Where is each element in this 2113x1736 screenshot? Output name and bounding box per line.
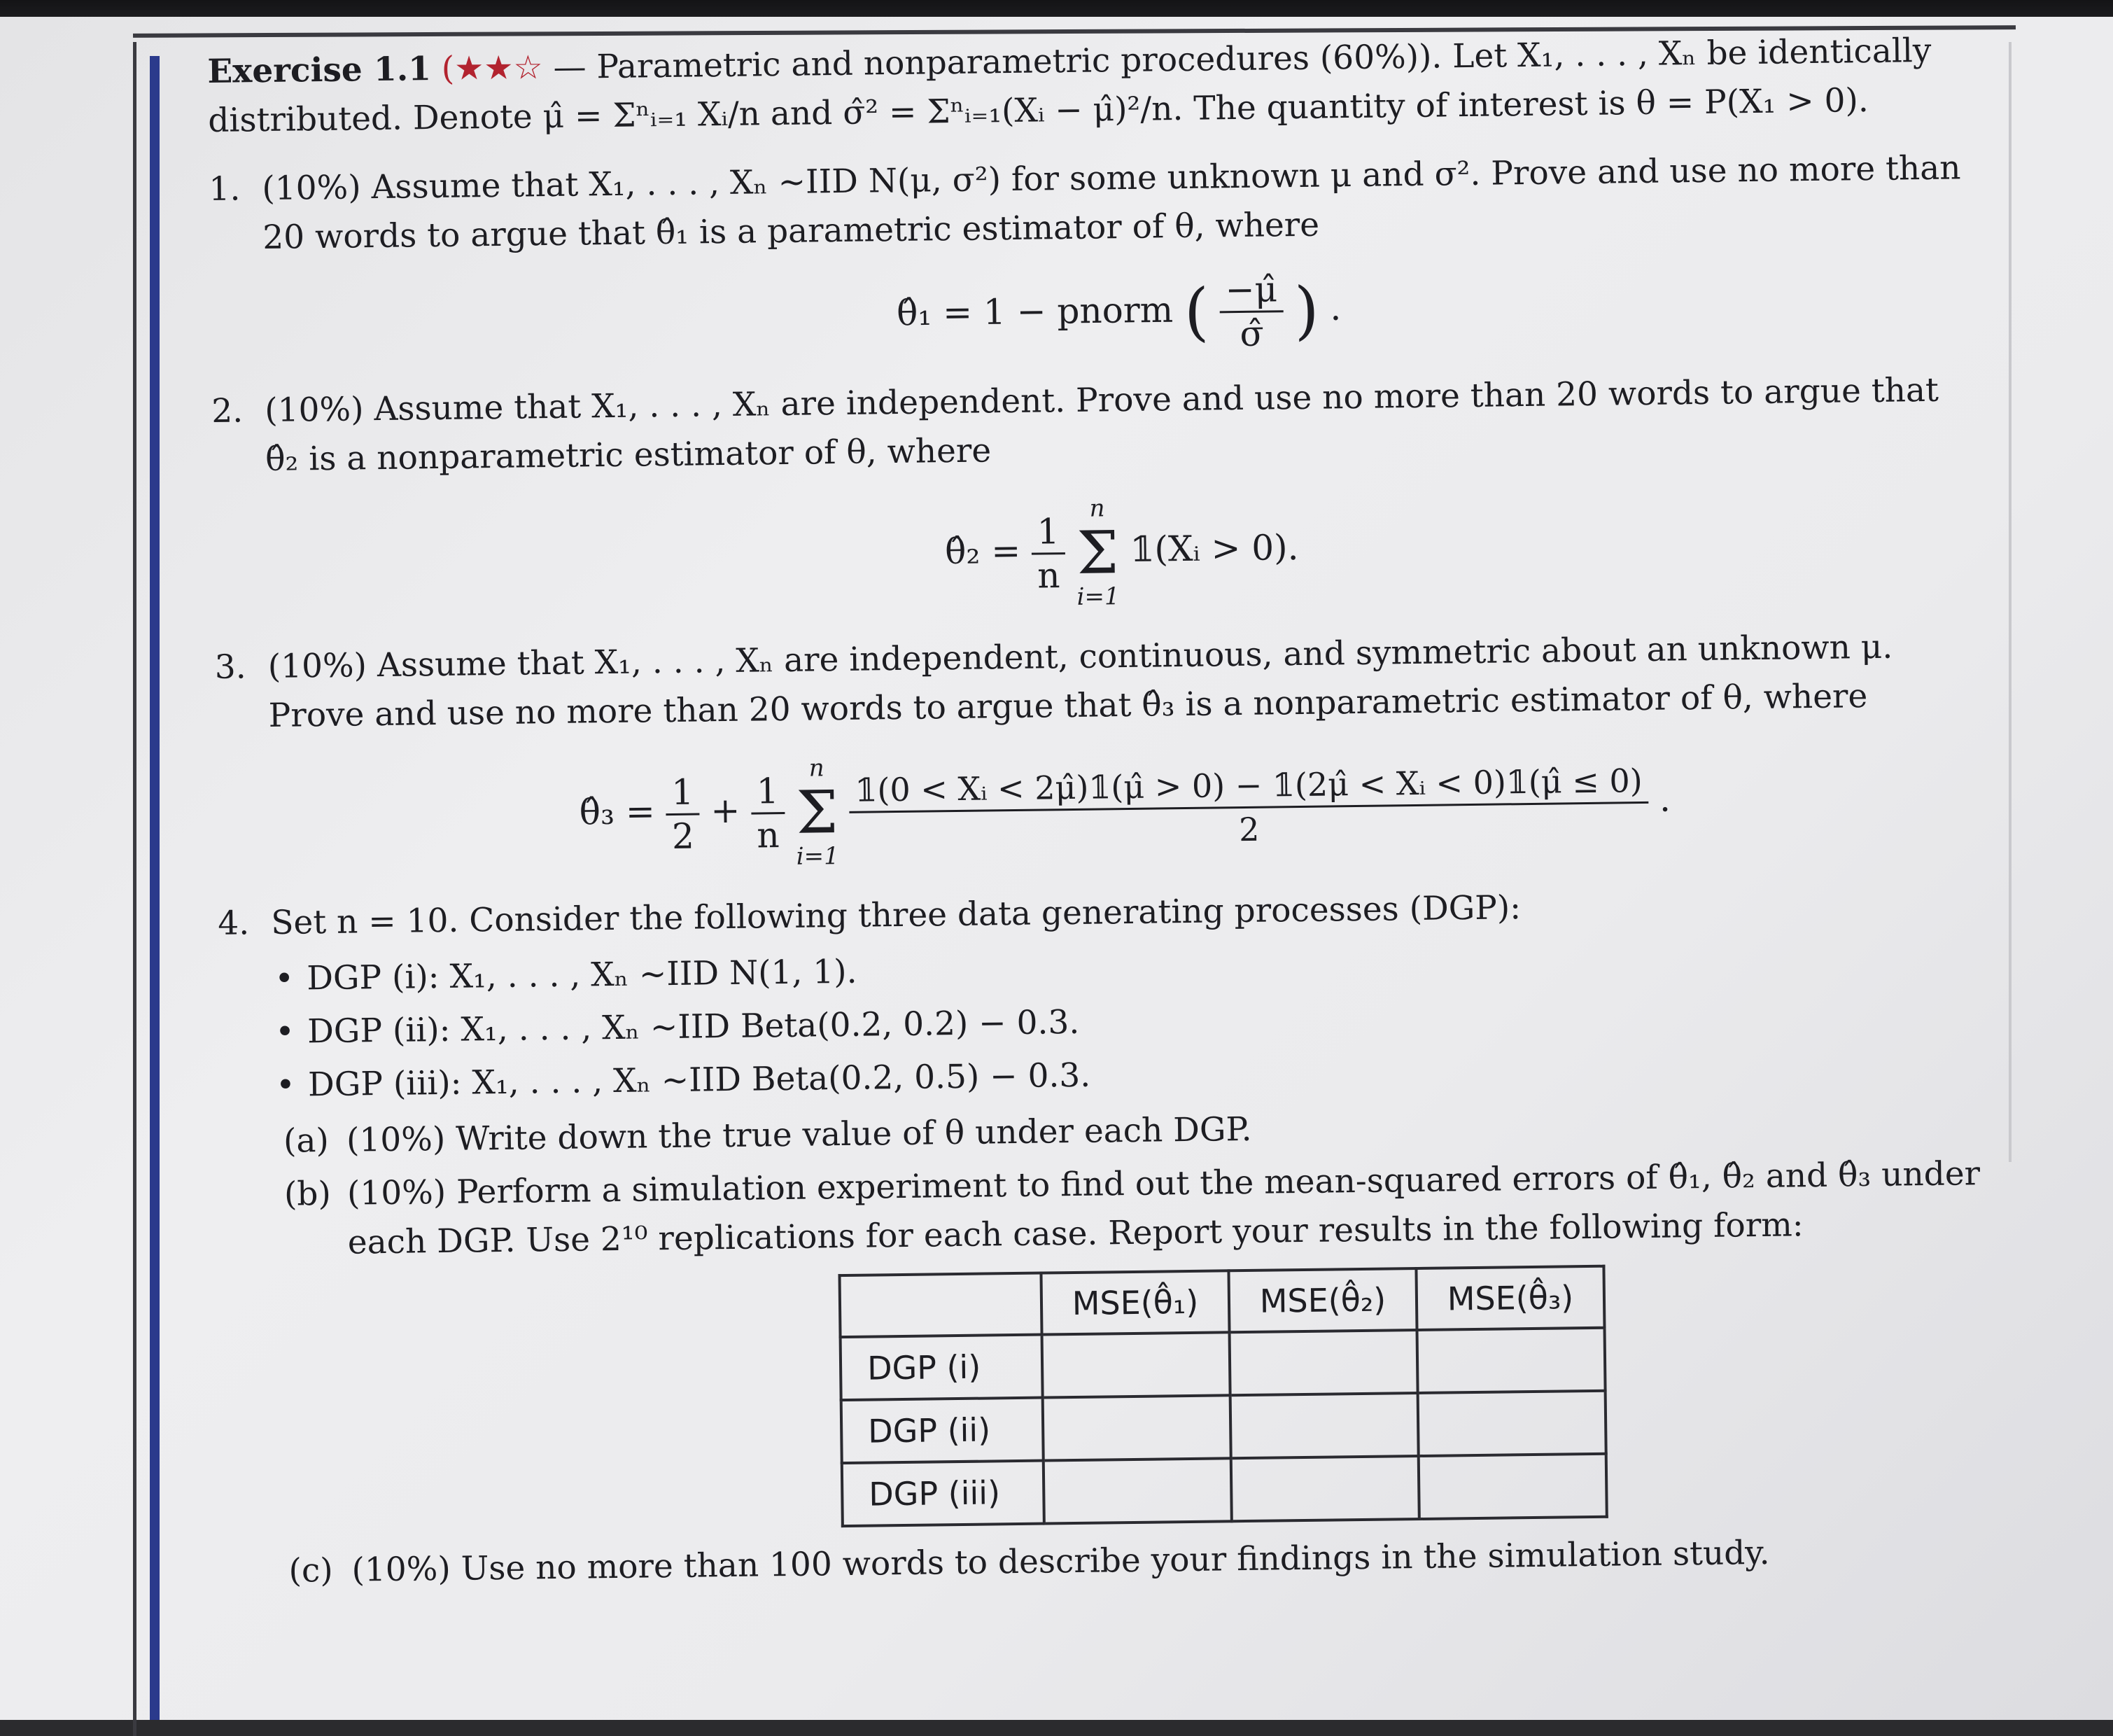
dgp-item: • DGP (ii): X₁, . . . , Xₙ ~IID Beta(0.2, 0.2) − 0.3. bbox=[275, 987, 1984, 1057]
formula-end: 𝟙(Xᵢ > 0). bbox=[1130, 527, 1299, 570]
table-header-row bbox=[839, 1266, 1604, 1337]
table-header: MSE(θ̂₁) bbox=[1041, 1270, 1229, 1334]
summation bbox=[795, 752, 839, 873]
question-2 bbox=[211, 365, 1978, 624]
sum-lower: i=1 bbox=[796, 842, 839, 871]
exercise-title: Exercise 1.1 bbox=[207, 50, 432, 91]
formula-lhs: θ̂₃ = bbox=[579, 791, 656, 833]
denominator: σ̂ bbox=[1240, 313, 1265, 355]
exercise-accent-bar bbox=[150, 56, 160, 1720]
table-row bbox=[841, 1328, 1606, 1400]
question-text: θ̂₂ is a nonparametric estimator of θ, where bbox=[265, 431, 992, 479]
question-number: 3. bbox=[214, 648, 246, 687]
question-text: (10%) Assume that X₁, . . . , Xₙ ~IID N(μ, σ²) for some unknown μ and σ². Prove and use no more than bbox=[262, 148, 1961, 209]
subquestion-b bbox=[284, 1149, 1986, 1268]
sum-lower: i=1 bbox=[1076, 582, 1120, 611]
question-1 bbox=[209, 144, 1974, 368]
table-row bbox=[841, 1391, 1606, 1463]
fraction-indicator bbox=[849, 759, 1649, 855]
plus-sign: + bbox=[710, 790, 740, 832]
dgp-item: • DGP (i): X₁, . . . , Xₙ ~IID N(1, 1). bbox=[274, 934, 1983, 1004]
row-label: DGP (i) bbox=[841, 1335, 1043, 1401]
formula-theta1: θ̂₁ = 1 − pnorm ( $\frac{-\mû}{\sigmâ}$ ) . bbox=[896, 269, 1342, 355]
table-header: MSE(θ̂₂) bbox=[1228, 1268, 1417, 1332]
denominator: 2 bbox=[1238, 810, 1260, 848]
sigma-symbol: Σ bbox=[1076, 518, 1119, 587]
denominator: n bbox=[757, 814, 780, 855]
formula-end: . bbox=[1659, 778, 1671, 820]
sub-label: (a) bbox=[283, 1121, 330, 1161]
row-label: DGP (ii) bbox=[841, 1398, 1044, 1464]
table-header: MSE(θ̂₃) bbox=[1416, 1266, 1604, 1330]
sub-text: (10%) Use no more than 100 words to describe your findings in the simulation study. bbox=[351, 1533, 1770, 1590]
sum-upper: n bbox=[808, 754, 824, 783]
question-text: Set n = 10. Consider the following three data generating processes (DGP): bbox=[270, 888, 1522, 942]
table-row bbox=[842, 1454, 1607, 1526]
formula-theta3 bbox=[269, 738, 1981, 879]
formula-end: . bbox=[1329, 287, 1342, 328]
question-text: 20 words to argue that θ̂₁ is a parametric estimator of θ, where bbox=[262, 205, 1320, 258]
fraction bbox=[1219, 268, 1284, 355]
question-number: 4. bbox=[217, 904, 250, 943]
frame-right-edge bbox=[2009, 42, 2012, 1162]
question-text: (10%) Assume that X₁, . . . , Xₙ are independent, continuous, and symmetric about an unknown μ. bbox=[267, 627, 1893, 687]
sub-text: each DGP. Use 2¹⁰ replications for each case. Report your results in the following form: bbox=[347, 1205, 1804, 1262]
numerator: 1 bbox=[666, 771, 700, 816]
formula-lhs: θ̂₂ = bbox=[944, 530, 1021, 573]
table-cell bbox=[1417, 1328, 1606, 1393]
denominator: 2 bbox=[671, 816, 695, 857]
summation bbox=[1076, 492, 1120, 613]
table-cell bbox=[1042, 1332, 1230, 1397]
numerator: −μ̂ bbox=[1219, 268, 1283, 313]
sub-label: (c) bbox=[288, 1550, 333, 1590]
difficulty-stars: (★★☆ bbox=[441, 48, 543, 88]
mse-table bbox=[838, 1265, 1608, 1527]
numerator: 1 bbox=[750, 770, 785, 815]
dgp-list bbox=[274, 934, 1984, 1110]
fraction bbox=[1031, 510, 1065, 597]
table-cell bbox=[1230, 1393, 1419, 1458]
formula-lhs: θ̂₁ = 1 − pnorm bbox=[896, 289, 1174, 334]
table-cell bbox=[1044, 1458, 1232, 1523]
numerator: 𝟙(0 < Xᵢ < 2μ̂)𝟙(μ̂ > 0) − 𝟙(2μ̂ < Xᵢ < 0)𝟙(μ̂ ≤ 0) bbox=[849, 759, 1648, 813]
denominator: n bbox=[1037, 554, 1060, 596]
question-number: 1. bbox=[209, 169, 241, 209]
fraction-half bbox=[666, 771, 700, 858]
dgp-item: • DGP (iii): X₁, . . . , Xₙ ~IID Beta(0.2, 0.5) − 0.3. bbox=[276, 1040, 1984, 1110]
sum-upper: n bbox=[1089, 494, 1105, 523]
table-cell bbox=[1043, 1395, 1231, 1460]
formula-theta2 bbox=[266, 482, 1978, 623]
header-line-2: distributed. Denote μ̂ = Σⁿᵢ₌₁ Xᵢ/n and σ̂² = Σⁿᵢ₌₁(Xᵢ − μ̂)²/n. The quantity of interest is θ = P(X₁ > 0). bbox=[207, 81, 1869, 140]
question-text: Prove and use no more than 20 words to argue that θ̂₃ is a nonparametric estimator of θ, where bbox=[268, 677, 1868, 735]
header-line-1: — Parametric and nonparametric procedures (60%)). Let X₁, . . . , Xₙ be identically bbox=[553, 31, 1932, 87]
table-cell bbox=[1230, 1330, 1418, 1395]
row-label: DGP (iii) bbox=[842, 1461, 1044, 1527]
question-3 bbox=[214, 622, 1981, 880]
table-cell bbox=[1418, 1391, 1606, 1456]
question-number: 2. bbox=[211, 391, 244, 430]
sub-label: (b) bbox=[283, 1174, 332, 1214]
table-corner-cell bbox=[839, 1273, 1041, 1338]
numerator: 1 bbox=[1031, 510, 1065, 555]
sigma-symbol: Σ bbox=[796, 778, 838, 847]
table-cell bbox=[1231, 1456, 1419, 1521]
exercise-content bbox=[207, 26, 1990, 1601]
sub-text: (10%) Write down the true value of θ under each DGP. bbox=[346, 1110, 1252, 1160]
question-text: (10%) Assume that X₁, . . . , Xₙ are independent. Prove and use no more than 20 words to argue that bbox=[265, 370, 1939, 430]
table-cell bbox=[1419, 1454, 1607, 1519]
sub-text: (10%) Perform a simulation experiment to find out the mean-squared errors of θ̂₁, θ̂₂ and θ̂₃ under bbox=[346, 1154, 1981, 1213]
fraction bbox=[750, 770, 785, 857]
